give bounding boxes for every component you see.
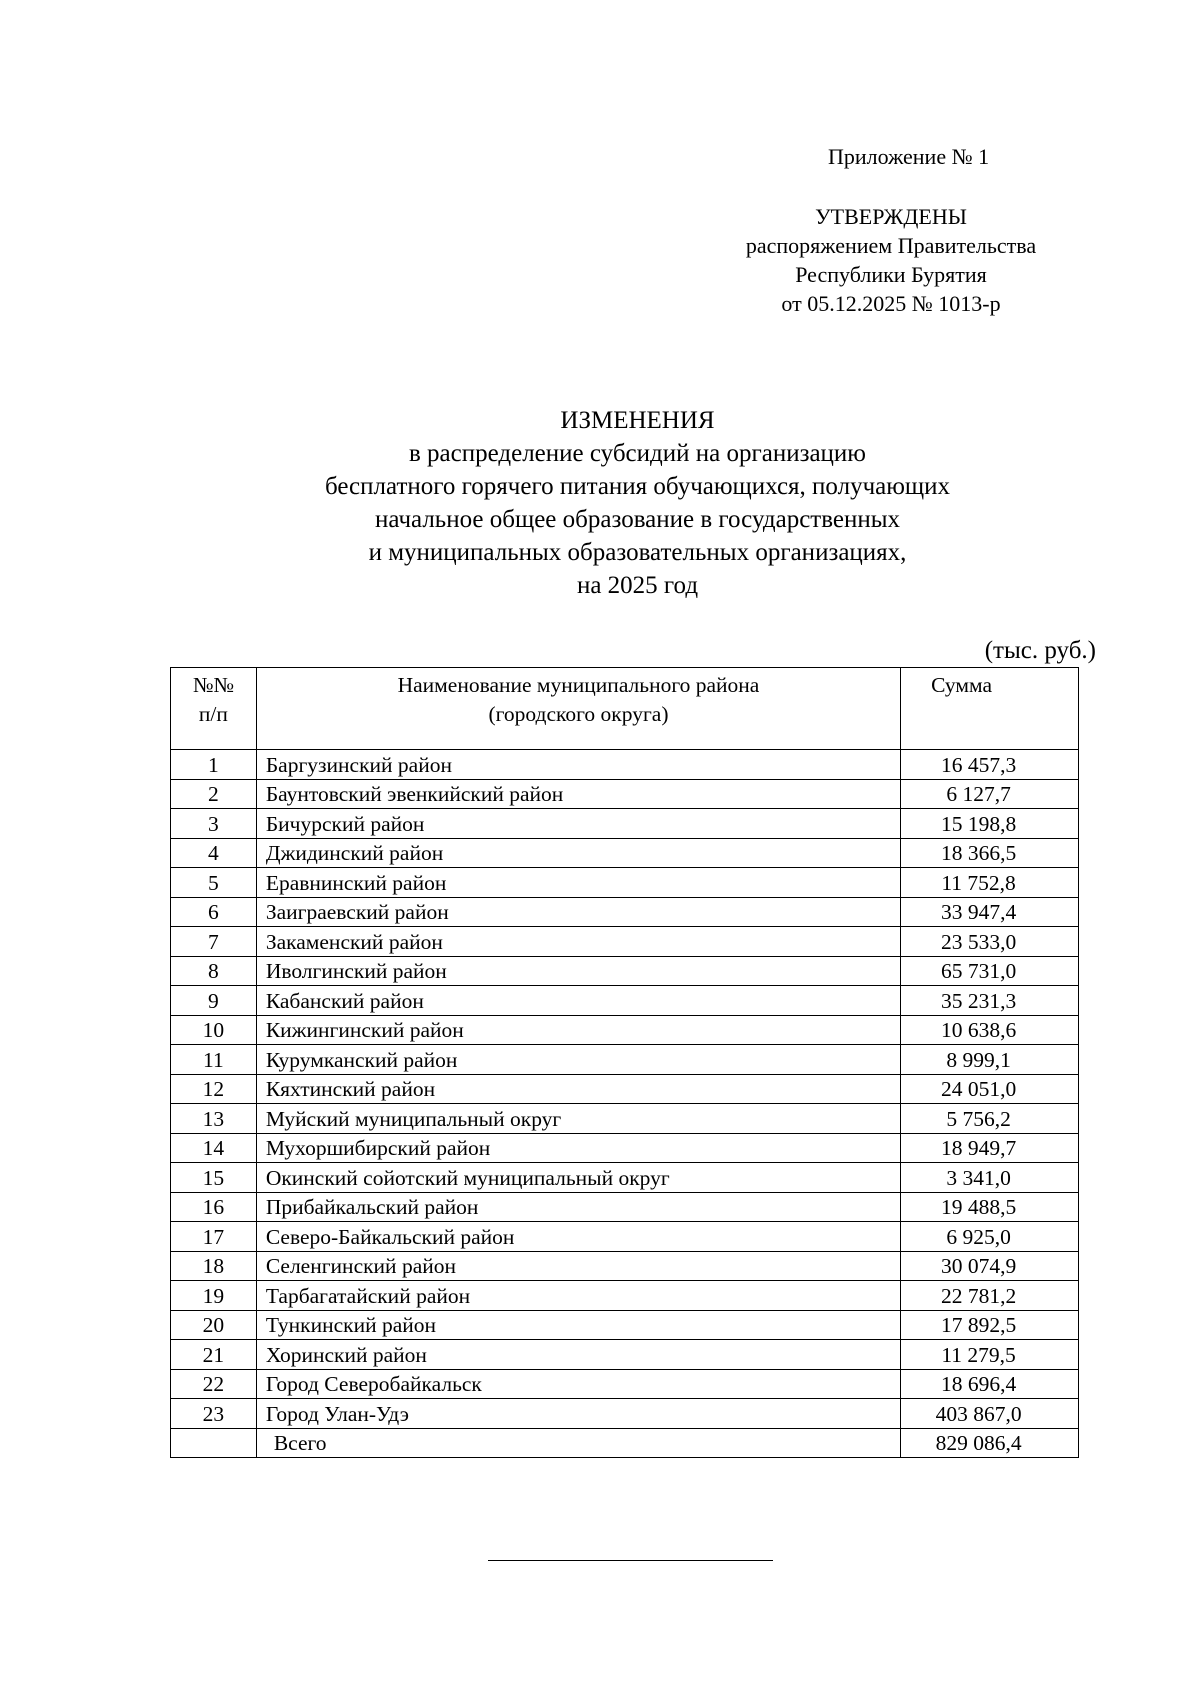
row-number: 8 [171, 956, 257, 986]
row-sum: 6 925,0 [901, 1222, 1079, 1252]
total-number-cell [171, 1428, 257, 1458]
title-line-2: в распределение субсидий на организацию [409, 440, 866, 467]
title-line-1: ИЗМЕНЕНИЯ [560, 407, 715, 434]
row-sum: 65 731,0 [901, 956, 1079, 986]
row-district-name: Бичурский район [256, 809, 900, 839]
table-row [171, 897, 1079, 927]
row-sum: 18 696,4 [901, 1369, 1079, 1399]
row-district-name: Муйский муниципальный округ [256, 1104, 900, 1134]
row-district-name: Баргузинский район [256, 750, 900, 780]
table-row [171, 1045, 1079, 1075]
row-number: 1 [171, 750, 257, 780]
table-row [171, 838, 1079, 868]
row-sum: 18 949,7 [901, 1133, 1079, 1163]
row-district-name: Курумканский район [256, 1045, 900, 1075]
row-district-name: Хоринский район [256, 1340, 900, 1370]
row-district-name: Тарбагатайский район [256, 1281, 900, 1311]
row-sum: 35 231,3 [901, 986, 1079, 1016]
title-line-3: бесплатного горячего питания обучающихся, получающих [324, 473, 951, 500]
table-row [171, 956, 1079, 986]
row-number: 2 [171, 779, 257, 809]
table-row [171, 1104, 1079, 1134]
row-district-name: Город Северобайкальск [256, 1369, 900, 1399]
row-sum: 3 341,0 [901, 1163, 1079, 1193]
row-district-name: Еравнинский район [256, 868, 900, 898]
table-row [171, 1310, 1079, 1340]
row-district-name: Кижингинский район [256, 1015, 900, 1045]
table-row [171, 986, 1079, 1016]
row-district-name: Иволгинский район [256, 956, 900, 986]
header-number [171, 668, 257, 750]
row-number: 19 [171, 1281, 257, 1311]
row-sum: 19 488,5 [901, 1192, 1079, 1222]
table-row [171, 1074, 1079, 1104]
row-district-name: Заиграевский район [256, 897, 900, 927]
table-row [171, 1133, 1079, 1163]
row-sum: 403 867,0 [901, 1399, 1079, 1429]
table-row [171, 1222, 1079, 1252]
row-sum: 5 756,2 [901, 1104, 1079, 1134]
row-district-name: Северо-Байкальский район [256, 1222, 900, 1252]
table-header-row [171, 668, 1079, 750]
row-sum: 17 892,5 [901, 1310, 1079, 1340]
row-district-name: Прибайкальский район [256, 1192, 900, 1222]
subsidy-table [170, 667, 1079, 1458]
total-label: Всего [256, 1428, 900, 1458]
row-sum: 11 279,5 [901, 1340, 1079, 1370]
table-row [171, 1340, 1079, 1370]
title-line-6: на 2025 год [576, 572, 699, 599]
row-number: 5 [171, 868, 257, 898]
row-district-name: Закаменский район [256, 927, 900, 957]
row-number: 14 [171, 1133, 257, 1163]
table-row [171, 1015, 1079, 1045]
row-district-name: Окинский сойотский муниципальный округ [256, 1163, 900, 1193]
approval-stamp [700, 142, 1120, 318]
table-row [171, 927, 1079, 957]
header-number-line-2: п/п [198, 702, 228, 726]
row-sum: 10 638,6 [901, 1015, 1079, 1045]
row-district-name: Город Улан-Удэ [256, 1399, 900, 1429]
header-name-line-2: (городского округа) [488, 702, 669, 726]
header-number-line-1: №№ [192, 673, 234, 697]
row-sum: 24 051,0 [901, 1074, 1079, 1104]
row-number: 21 [171, 1340, 257, 1370]
row-sum: 23 533,0 [901, 927, 1079, 957]
title-line-5: и муниципальных образовательных организациях, [368, 539, 907, 566]
total-row [171, 1428, 1079, 1458]
table-row [171, 868, 1079, 898]
row-sum: 33 947,4 [901, 897, 1079, 927]
table-row [171, 1281, 1079, 1311]
row-district-name: Мухоршибирский район [256, 1133, 900, 1163]
row-number: 23 [171, 1399, 257, 1429]
approved-by-block [700, 202, 1082, 318]
table-row [171, 750, 1079, 780]
row-district-name: Кабанский район [256, 986, 900, 1016]
row-district-name: Селенгинский район [256, 1251, 900, 1281]
header-name-line-1: Наименование муниципального района [397, 673, 760, 697]
row-sum: 8 999,1 [901, 1045, 1079, 1075]
row-sum: 30 074,9 [901, 1251, 1079, 1281]
approved-label: УТВЕРЖДЕНЫ [815, 204, 967, 229]
row-number: 15 [171, 1163, 257, 1193]
row-number: 16 [171, 1192, 257, 1222]
row-sum: 18 366,5 [901, 838, 1079, 868]
row-district-name: Баунтовский эвенкийский район [256, 779, 900, 809]
title-line-4: начальное общее образование в государственных [374, 506, 901, 533]
row-number: 6 [171, 897, 257, 927]
row-district-name: Кяхтинский район [256, 1074, 900, 1104]
approved-by-line-1: распоряжением Правительства [745, 233, 1037, 258]
table-row [171, 1399, 1079, 1429]
header-sum: Сумма [901, 668, 1079, 750]
row-number: 10 [171, 1015, 257, 1045]
row-sum: 6 127,7 [901, 779, 1079, 809]
units-label: (тыс. руб.) [984, 637, 1096, 664]
row-district-name: Тункинский район [256, 1310, 900, 1340]
table-row [171, 1163, 1079, 1193]
table-row [171, 779, 1079, 809]
row-district-name: Джидинский район [256, 838, 900, 868]
row-number: 22 [171, 1369, 257, 1399]
annex-number: Приложение № 1 [828, 144, 990, 169]
row-number: 17 [171, 1222, 257, 1252]
row-number: 9 [171, 986, 257, 1016]
row-sum: 16 457,3 [901, 750, 1079, 780]
table-row [171, 1369, 1079, 1399]
document-title [160, 404, 1115, 602]
row-number: 13 [171, 1104, 257, 1134]
row-sum: 11 752,8 [901, 868, 1079, 898]
row-number: 18 [171, 1251, 257, 1281]
row-number: 20 [171, 1310, 257, 1340]
approved-by-line-2: Республики Бурятия [795, 262, 987, 287]
row-number: 3 [171, 809, 257, 839]
approved-date-number: от 05.12.2025 № 1013-р [781, 291, 1001, 316]
table-row [171, 1251, 1079, 1281]
header-name [256, 668, 900, 750]
table-row [171, 809, 1079, 839]
row-number: 4 [171, 838, 257, 868]
row-number: 7 [171, 927, 257, 957]
row-number: 11 [171, 1045, 257, 1075]
row-sum: 15 198,8 [901, 809, 1079, 839]
closing-line [488, 1560, 773, 1561]
row-number: 12 [171, 1074, 257, 1104]
total-sum: 829 086,4 [901, 1428, 1079, 1458]
row-sum: 22 781,2 [901, 1281, 1079, 1311]
table-row [171, 1192, 1079, 1222]
